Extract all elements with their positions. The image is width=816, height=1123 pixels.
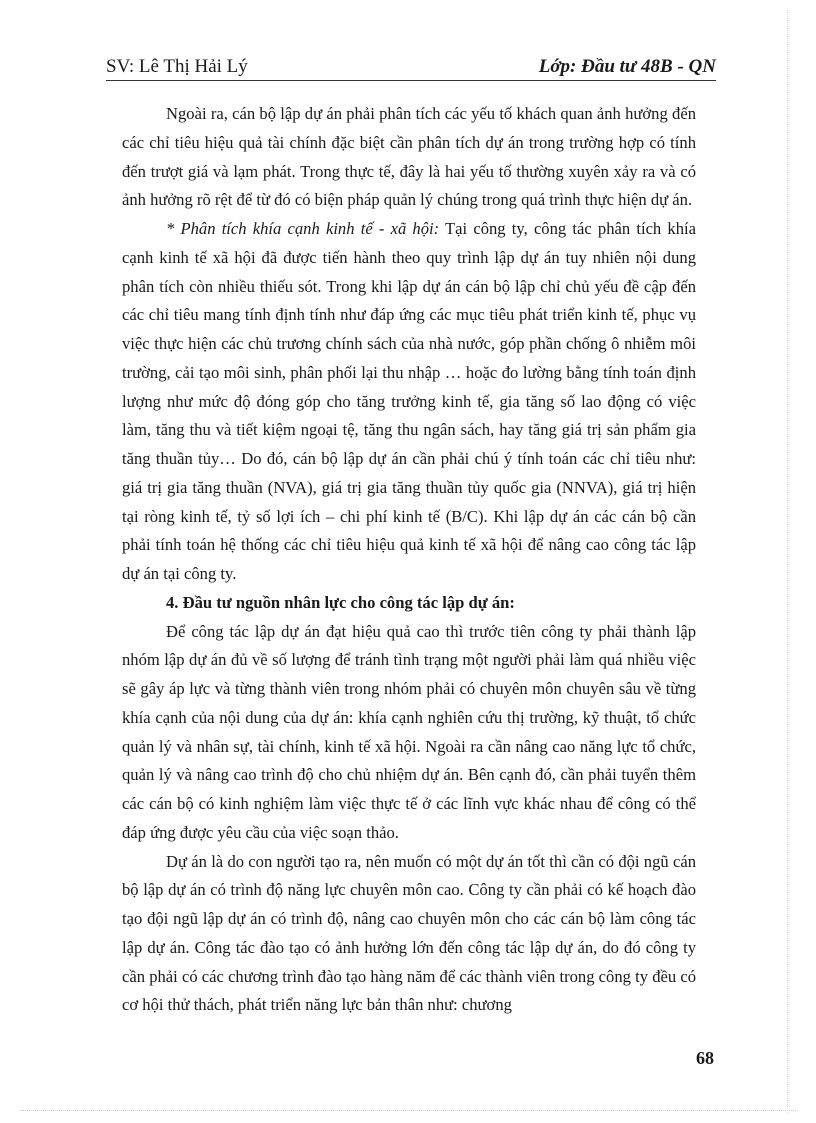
section-heading: 4. Đầu tư nguồn nhân lực cho công tác lập dự án: [166, 592, 515, 612]
page-number: 68 [696, 1048, 714, 1068]
document-body [122, 100, 696, 1020]
paragraph-team-building: Để công tác lập dự án đạt hiệu quả cao thì trước tiên công ty phải thành lập nhóm lập dự án đủ về số lượng để tránh tình trạng một người phải làm quá nhiều việc sẽ gây áp lực và từng thành viên trong nhóm phải có chuyên môn chuyên sâu về từng khía cạnh của nội dung của dự án: khía cạnh nghiên cứu thị trường, kỹ thuật, tổ chức quản lý và nhân sự, tài chính, kinh tế xã hội. Ngoài ra cần nâng cao năng lực tổ chức, quản lý và nâng cao trình độ cho chủ nhiệm dự án. Bên cạnh đó, cần phải tuyển thêm các cán bộ có kinh nghiệm làm việc thực tế ở các lĩnh vực khác nhau để công có thể đáp ứng được yêu cầu của việc soạn thảo. [122, 621, 696, 842]
paragraph-financial-factors: Ngoài ra, cán bộ lập dự án phải phân tích các yếu tố khách quan ảnh hưởng đến các chỉ tiêu hiệu quả tài chính đặc biệt cần phân tích dự án trong trường hợp có tính đến trượt giá và lạm phát. Trong thực tế, đây là hai yếu tố thường xuyên xảy ra và có ảnh hưởng rõ rệt để từ đó có biện pháp quản lý chúng trong quá trình thực hiện dự án. [122, 104, 696, 210]
paragraph-training: Dự án là do con người tạo ra, nên muốn có một dự án tốt thì cần có đội ngũ cán bộ lập dự án có trình độ năng lực chuyên môn cao. Công ty cần phải có kế hoạch đào tạo đội ngũ lập dự án có trình độ, nâng cao chuyên môn cho các cán bộ làm công tác lập dự án. Công tác đào tạo có ảnh hưởng lớn đến công tác lập dự án, do đó công ty cần phải có các chương trình đào tạo hàng năm để các thành viên trong công ty đều có cơ hội thử thách, phát triển năng lực bản thân như: chương [122, 851, 696, 1015]
side-divider [787, 10, 788, 1113]
page-header [106, 48, 716, 78]
student-name: SV: Lê Thị Hải Lý [106, 56, 248, 77]
paragraph-socio-economic [122, 215, 696, 589]
header-divider [106, 80, 716, 81]
class-info: Lớp: Đầu tư 48B - QN [538, 56, 716, 77]
socio-economic-body: Tại công ty, công tác phân tích khía cạnh kinh tế xã hội đã được tiến hành theo quy trình lập dự án tuy nhiên nội dung phân tích còn nhiều thiếu sót. Trong khi lập dự án cán bộ lập chỉ chủ yếu đề cập đến các chỉ tiêu mang tính định tính như đáp ứng các mục tiêu phát triển kinh tế, phục vụ việc thực hiện các chủ trương chính sách của nhà nước, góp phần chống ô nhiễm môi trường, cải tạo môi sinh, phân phối lại thu nhập … hoặc đo lường bằng tính toán định lượng như mức độ đóng góp cho tăng trưởng kinh tế, gia tăng số lao động có việc làm, tăng thu và tiết kiệm ngoại tệ, tăng thu ngân sách, hay tăng giá trị sản phẩm gia tăng thuần tủy… Do đó, cán bộ lập dự án cần phải chú ý tính toán các chỉ tiêu như: giá trị gia tăng thuần (NVA), giá trị gia tăng thuần tủy quốc gia (NNVA), giá trị hiện tại ròng kinh tế, tỷ số lợi ích – chi phí kinh tế (B/C). Khi lập dự án các cán bộ cần phải tính toán hệ thống các chỉ tiêu hiệu quả kinh tế xã hội để nâng cao công tác lập dự án tại công ty. [122, 219, 696, 583]
socio-economic-lead: * Phân tích khía cạnh kinh tế - xã hội: [166, 219, 440, 238]
footer-divider [20, 1110, 796, 1111]
